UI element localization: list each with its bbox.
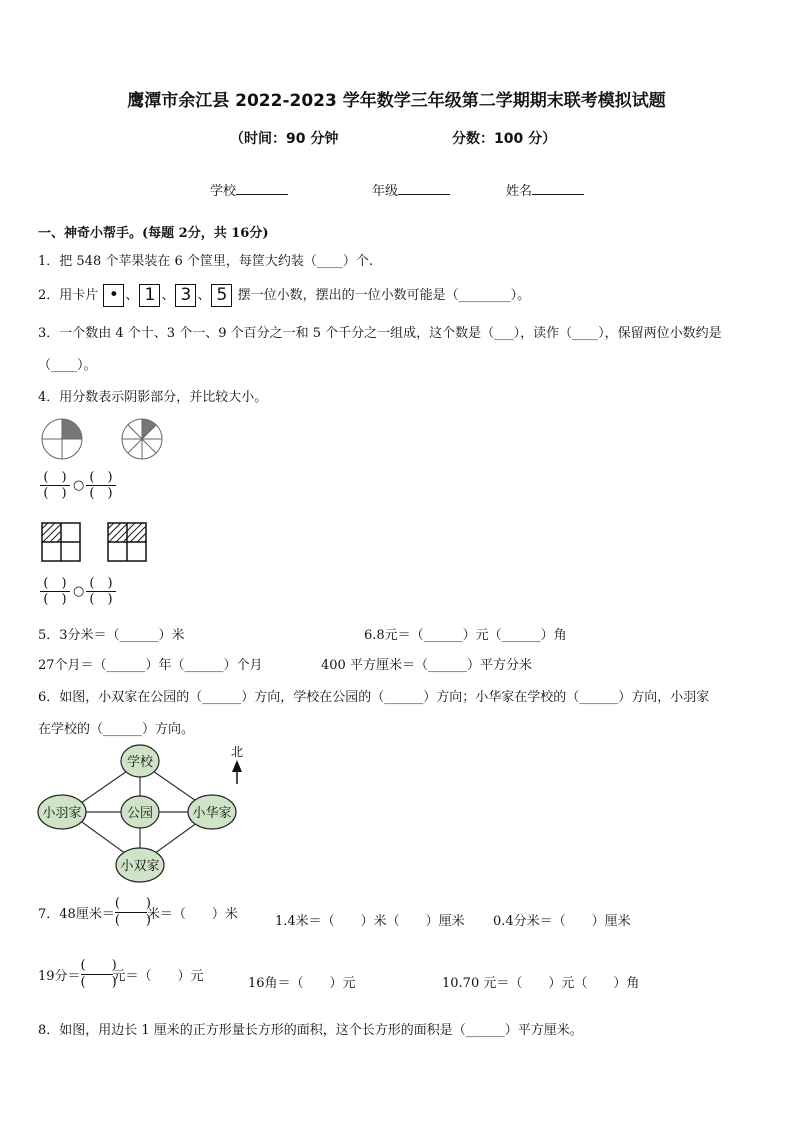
question-1: 1．把 548 个苹果装在 6 个筐里，每筐大约装（____）个. (38, 254, 374, 269)
card-1: 1 (139, 284, 160, 307)
compare-circle[interactable]: ○ (73, 478, 85, 493)
name-field[interactable] (506, 180, 584, 199)
label-xiaoshuang: 小双家 (120, 859, 160, 874)
question-5c: 27个月＝（______）年（______）个月 (38, 658, 263, 673)
direction-map (34, 740, 254, 888)
square-quarter-shaded (41, 522, 83, 564)
fraction-answer[interactable]: ( ) ( ) (86, 576, 116, 607)
label-park: 公园 (126, 806, 154, 821)
question-7c: 0.4分米＝（ ）厘米 (493, 914, 631, 929)
north-arrow-icon (231, 745, 243, 784)
question-6-line2: 在学校的（______）方向。 (38, 722, 195, 737)
name-blank[interactable] (532, 182, 584, 195)
label-school: 学校 (126, 755, 154, 770)
card-5: 5 (211, 284, 232, 307)
q2-prefix: 2．用卡片 (38, 288, 99, 303)
q2-sep: 、 (125, 288, 139, 303)
label-xiaoyu: 小羽家 (42, 806, 82, 821)
circle-eighth-shaded (120, 418, 168, 462)
school-field[interactable] (210, 180, 288, 199)
fraction-answer[interactable]: ( ) ( ) (114, 896, 151, 928)
fraction-answer[interactable]: ( ) ( ) (40, 470, 70, 501)
school-label: 学校 (210, 184, 237, 199)
question-5b: 6.8元＝（______）元（______）角 (364, 628, 567, 643)
circle-quarter-shaded (40, 418, 88, 462)
question-6-line1: 6．如图，小双家在公园的（______）方向，学校在公园的（______）方向；小华家在学校的（______）方向，小羽家 (38, 690, 710, 705)
question-7e: 16角＝（ ）元 (248, 976, 356, 991)
label-xiaohua: 小华家 (192, 806, 232, 821)
question-5d: 400 平方厘米＝（______）平方分米 (321, 658, 532, 673)
question-7f: 10.70 元＝（ ）元（ ）角 (442, 976, 640, 991)
q2-sep: 、 (161, 288, 175, 303)
question-4: 4．用分数表示阴影部分，并比较大小。 (38, 390, 268, 405)
grade-field[interactable] (372, 180, 450, 199)
question-3-line2: （____）。 (38, 358, 97, 373)
card-3: 3 (175, 284, 196, 307)
question-2 (38, 284, 530, 307)
section-heading: 一、神奇小帮手。(每题 2分，共 16分) (38, 226, 269, 241)
fraction-answer[interactable]: ( ) ( ) (40, 576, 70, 607)
name-label: 姓名 (506, 184, 533, 199)
q2-suffix: 摆一位小数，摆出的一位小数可能是（________）。 (237, 288, 531, 303)
square-half-shaded (107, 522, 149, 564)
fraction-answer[interactable]: ( ) ( ) (86, 470, 116, 501)
grade-label: 年级 (372, 184, 399, 199)
school-blank[interactable] (236, 182, 288, 195)
grade-blank[interactable] (398, 182, 450, 195)
question-3-line1: 3．一个数由 4 个十、3 个一、9 个百分之一和 5 个千分之一组成，这个数是（___），读作（____），保留两位小数约是 (38, 326, 722, 341)
question-5a: 5．3分米＝（______）米 (38, 628, 185, 643)
exam-score: 分数：100 分） (452, 131, 557, 147)
question-7a: 7．48厘米＝ ( ) ( ) 米＝（ ）米 (38, 896, 238, 928)
q2-sep: 、 (197, 288, 211, 303)
question-7b: 1.4米＝（ ）米（ ）厘米 (275, 914, 465, 929)
exam-time: （时间：90 分钟 (230, 131, 339, 147)
question-8: 8．如图，用边长 1 厘米的正方形量长方形的面积，这个长方形的面积是（______）平方厘米。 (38, 1023, 583, 1038)
page-title: 鹰潭市余江县 2022-2023 学年数学三年级第二学期期末联考模拟试题 (127, 91, 666, 111)
question-7d: 19分＝ ( ) ( ) 元＝（ ）元 (38, 958, 204, 990)
svg-text:北: 北 (230, 745, 244, 759)
compare-circle[interactable]: ○ (73, 584, 85, 599)
card-dot: • (103, 284, 124, 307)
fraction-answer[interactable]: ( ) ( ) (80, 958, 117, 990)
